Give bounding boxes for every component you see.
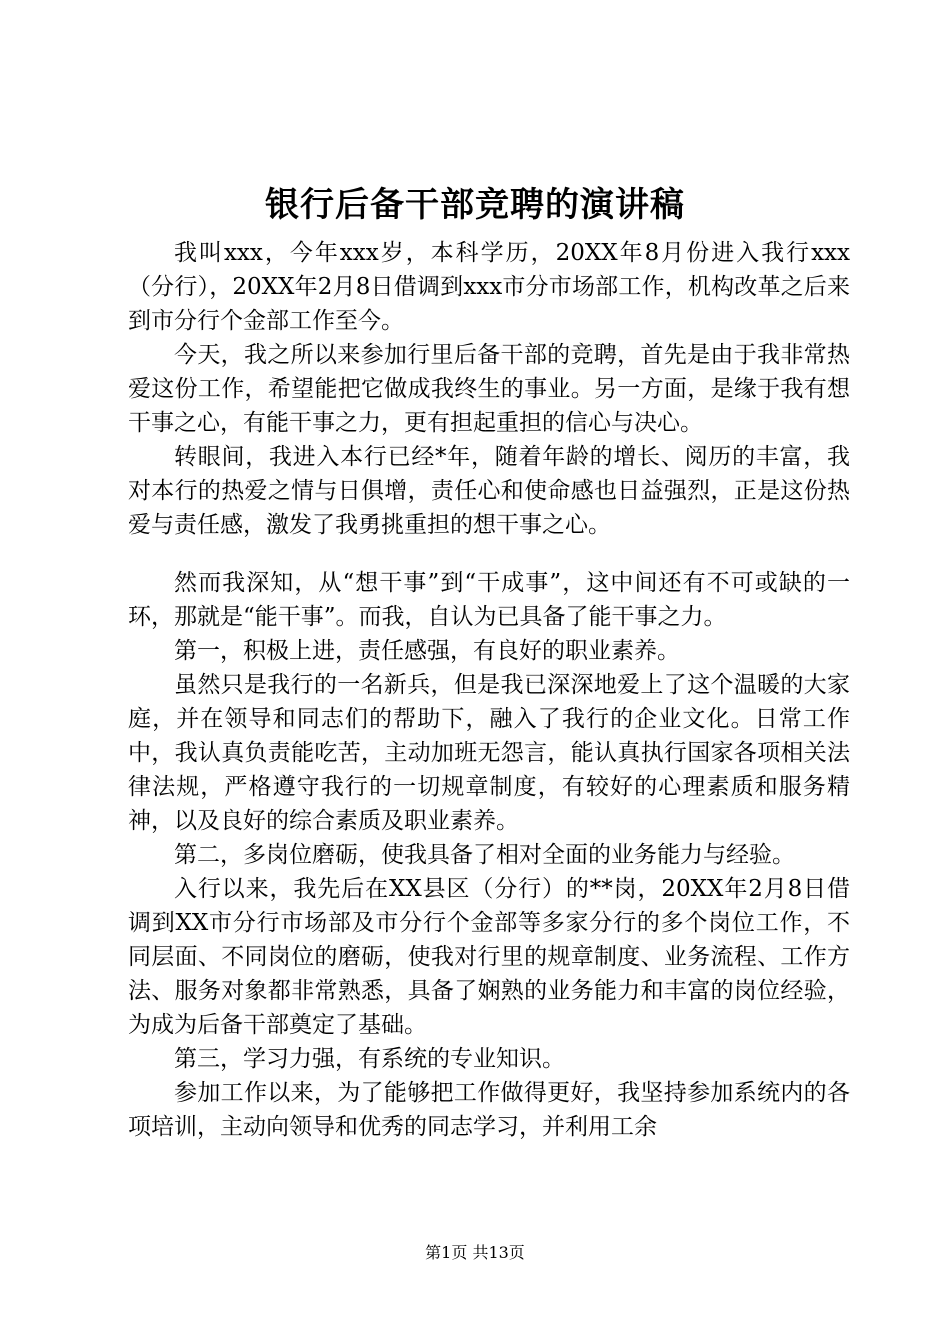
paragraph-point-two-detail: 入行以来，我先后在XX县区（分行）的**岗，20XX年2月8日借调到XX市分行市场部及市分行个金部等多家分行的多个岗位工作，不同层面、不同岗位的磨砺，使我对行里的规章制度、业务流程、工作方法、服务对象都非常熟悉，具备了娴熟的业务能力和丰富的岗位经验，为成为后备干部奠定了基础。 [128, 876, 850, 1038]
paragraph-point-two: 第二，多岗位磨砺，使我具备了相对全面的业务能力与经验。 [174, 842, 795, 868]
paragraph-point-one: 第一，积极上进，责任感强，有良好的职业素养。 [174, 638, 680, 664]
document-body [128, 236, 850, 1144]
paragraph-point-three: 第三，学习力强，有系统的专业知识。 [174, 1046, 565, 1072]
paragraph-intro: 我叫xxx，今年xxx岁，本科学历，20XX年8月份进入我行xxx（分行），20XX年2月8日借调到xxx市分市场部工作，机构改革之后来到市分行个金部工作至今。 [128, 240, 850, 334]
document-title: 银行后备干部竞聘的演讲稿 [265, 185, 685, 225]
paragraph-passion: 转眼间，我进入本行已经*年，随着年龄的增长、阅历的丰富，我对本行的热爱之情与日俱增，责任心和使命感也日益强烈，正是这份热爱与责任感，激发了我勇挑重担的想干事之心。 [128, 444, 850, 538]
paragraph-motivation: 今天，我之所以来参加行里后备干部的竞聘，首先是由于我非常热爱这份工作，希望能把它做成我终生的事业。另一方面，是缘于我有想干事之心，有能干事之力，更有担起重担的信心与决心。 [128, 342, 850, 436]
paragraph-point-one-detail: 虽然只是我行的一名新兵，但是我已深深地爱上了这个温暖的大家庭，并在领导和同志们的帮助下，融入了我行的企业文化。日常工作中，我认真负责能吃苦，主动加班无怨言，能认真执行国家各项相关法律法规，严格遵守我行的一切规章制度，有较好的心理素质和服务精神，以及良好的综合素质及职业素养。 [128, 672, 850, 834]
page-footer: 第1页 共13页 [425, 1243, 525, 1262]
paragraph-ability: 然而我深知，从“想干事”到“干成事”，这中间还有不可或缺的一环，那就是“能干事”。而我，自认为已具备了能干事之力。 [128, 570, 850, 630]
paragraph-point-three-detail: 参加工作以来，为了能够把工作做得更好，我坚持参加系统内的各项培训，主动向领导和优秀的同志学习，并利用工余 [128, 1080, 850, 1140]
